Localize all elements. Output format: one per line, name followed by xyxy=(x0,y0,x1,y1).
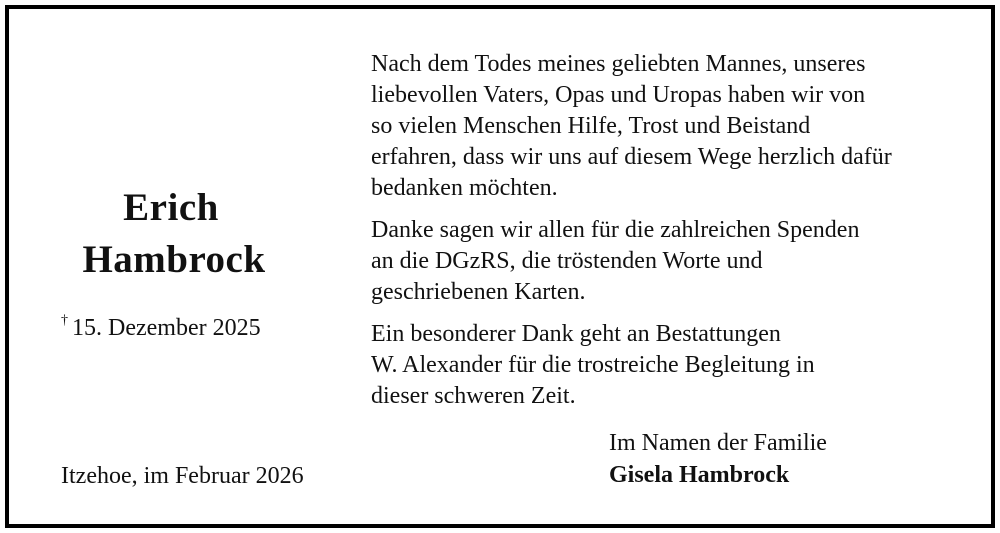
text-line: Nach dem Todes meines geliebten Mannes, unseres xyxy=(371,51,866,77)
death-date-text: 15. Dezember 2025 xyxy=(72,315,261,341)
text-line: liebevollen Vaters, Opas und Uropas haben wir von xyxy=(371,82,866,108)
death-cross-icon: † xyxy=(61,313,68,328)
text-line: erfahren, dass wir uns auf diesem Wege herzlich dafür xyxy=(371,144,892,170)
text-line: Danke sagen wir allen für die zahlreichen Spenden xyxy=(371,217,860,243)
text-line: so vielen Menschen Hilfe, Trost und Beistand xyxy=(371,113,811,139)
paragraph-thanks xyxy=(371,49,961,204)
paragraph-donations xyxy=(371,215,961,308)
thank-you-text xyxy=(371,49,961,423)
text-line: geschriebenen Karten. xyxy=(371,279,586,305)
signature-block xyxy=(609,427,827,491)
text-line: Ein besonderer Dank geht an Bestattungen xyxy=(371,321,781,347)
deceased-first-name: Erich xyxy=(123,186,219,229)
place-and-date: Itzehoe, im Februar 2026 xyxy=(61,463,304,489)
signature-intro: Im Namen der Familie xyxy=(609,430,827,456)
text-line: bedanken möchten. xyxy=(371,175,558,201)
obituary-notice xyxy=(5,5,995,528)
death-date xyxy=(61,306,261,343)
deceased-last-name: Hambrock xyxy=(82,238,266,281)
text-line: W. Alexander für die trostreiche Begleitung in xyxy=(371,352,815,378)
text-line: an die DGzRS, die tröstenden Worte und xyxy=(371,248,763,274)
text-line: dieser schweren Zeit. xyxy=(371,383,576,409)
deceased-info xyxy=(9,9,339,524)
signature-name: Gisela Hambrock xyxy=(609,462,790,488)
paragraph-funeral-home xyxy=(371,319,961,412)
